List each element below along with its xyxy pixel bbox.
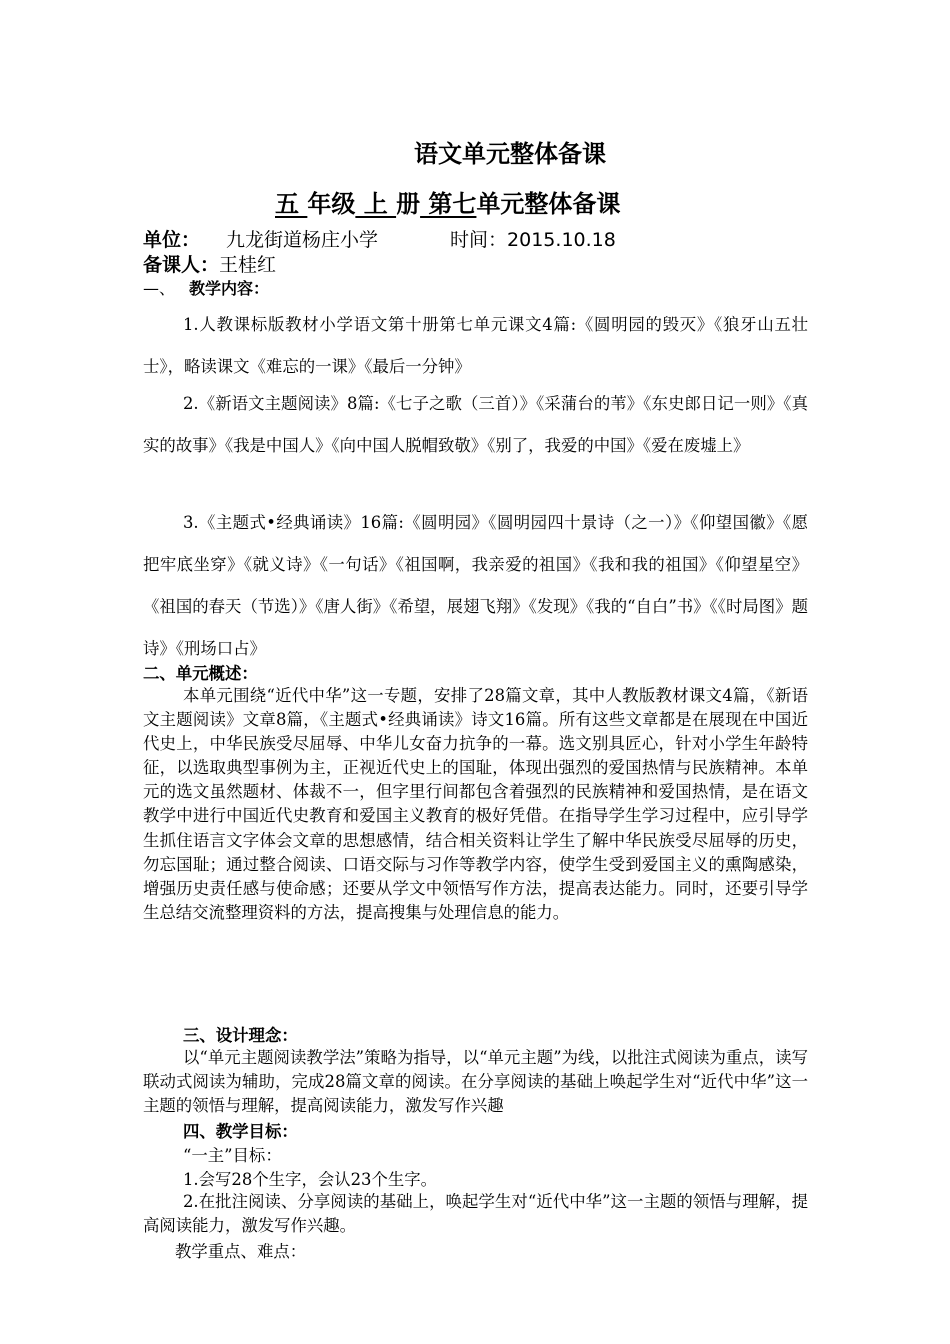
meta-unit-value: 九龙街道杨庄小学: [226, 229, 379, 251]
meta-unit-label: 单位：: [143, 229, 201, 251]
section-1-item-3: 3.《主题式•经典诵读》16篇:《圆明园》《圆明园四十景诗（之一）》《仰望国徽》《愿把牢底坐穿》《就义诗》《一句话》《祖国啊，我亲爱的祖国》《我和我的祖国》《仰望星空》《祖国的春天（节选）》《唐人街》《希望，展翅飞翔》《发现》《我的“自白”书》《《时局图》题诗》《刑场口占》: [143, 513, 808, 658]
section-4-goal-2: 2.在批注阅读、分享阅读的基础上，唤起学生对“近代中华”这一主题的领悟与理解，提高阅读能力，激发写作兴趣。: [143, 1192, 808, 1236]
meta-author-row: [143, 250, 276, 277]
subtitle-term-suffix: 册: [396, 190, 421, 218]
section-1-item-2: 2.《新语文主题阅读》8篇:《七子之歌（三首）》《采蒲台的苇》《东史郎日记一则》《真实的故事》《我是中国人》《向中国人脱帽致敬》《别了，我爱的中国》《爱在废墟上》: [143, 394, 808, 455]
subtitle-unit: 第七: [420, 190, 477, 218]
subtitle-grade: 五: [275, 190, 308, 218]
section-2-heading: 二、单元概述：: [143, 664, 258, 683]
section-2-paragraph: 本单元围绕“近代中华”这一专题，安排了28篇文章，其中人教版教材课文4篇，《新语文主题阅读》文章8篇，《主题式•经典诵读》诗文16篇。所有这些文章都是在展现在中国近代史上，中华民族受尽屈辱、中华儿女奋力抗争的一幕。选文别具匠心，针对小学生年龄特征，以选取典型事例为主，正视近代史上的国耻，体现出强烈的爱国热情与民族精神。本单元的选文虽然题材、体裁不一，但字里行间都包含着强烈的民族精神和爱国热情，是在语文教学中进行中国近代史教育和爱国主义教育的极好凭借。在指导学生学习过程中，应引导学生抓住语言文字体会文章的思想感情，结合相关资料让学生了解中华民族受尽屈辱的历史，勿忘国耻；通过整合阅读、口语交际与习作等教学内容，使学生受到爱国主义的熏陶感染，增强历史责任感与使命感；还要从学文中领悟写作方法，提高表达能力。同时，还要引导学生总结交流整理资料的方法，提高搜集与处理信息的能力。: [143, 686, 808, 922]
doc-subtitle: [275, 184, 620, 219]
subtitle-grade-suffix: 年级: [307, 190, 356, 218]
section-1-number: —、: [143, 279, 176, 298]
section-3-heading: 三、设计理念：: [183, 1026, 298, 1045]
section-4-heading: 四、教学目标：: [183, 1122, 298, 1141]
meta-unit-row: [143, 225, 616, 252]
section-4-key-points: 教学重点、难点：: [175, 1242, 307, 1261]
meta-author-label: 备课人：: [143, 254, 220, 276]
meta-author-value: 王桂红: [219, 254, 277, 276]
doc-title: 语文单元整体备课: [414, 140, 606, 168]
section-1-heading: [143, 276, 269, 299]
meta-time-label: 时间：: [450, 229, 508, 251]
section-1-item-1: 1.人教课标版教材小学语文第十册第七单元课文4篇:《圆明园的毁灭》《狼牙山五壮士》，略读课文《难忘的一课》《最后一分钟》: [143, 315, 808, 376]
subtitle-term: 上: [355, 190, 397, 218]
section-4-goal-1: 1.会写28个生字，会认23个生字。: [183, 1170, 438, 1189]
subtitle-unit-suffix: 单元整体备课: [476, 190, 621, 218]
section-4-subheading: “一主”目标：: [183, 1146, 282, 1165]
section-3-paragraph: 以“单元主题阅读教学法”策略为指导，以“单元主题”为线，以批注式阅读为重点，读写联动式阅读为辅助，完成28篇文章的阅读。在分享阅读的基础上唤起学生对“近代中华”这一主题的领悟与理解，提高阅读能力，激发写作兴趣: [143, 1048, 808, 1116]
meta-time-value: 2015.10.18: [507, 229, 616, 251]
section-1-title: 教学内容：: [189, 279, 270, 298]
